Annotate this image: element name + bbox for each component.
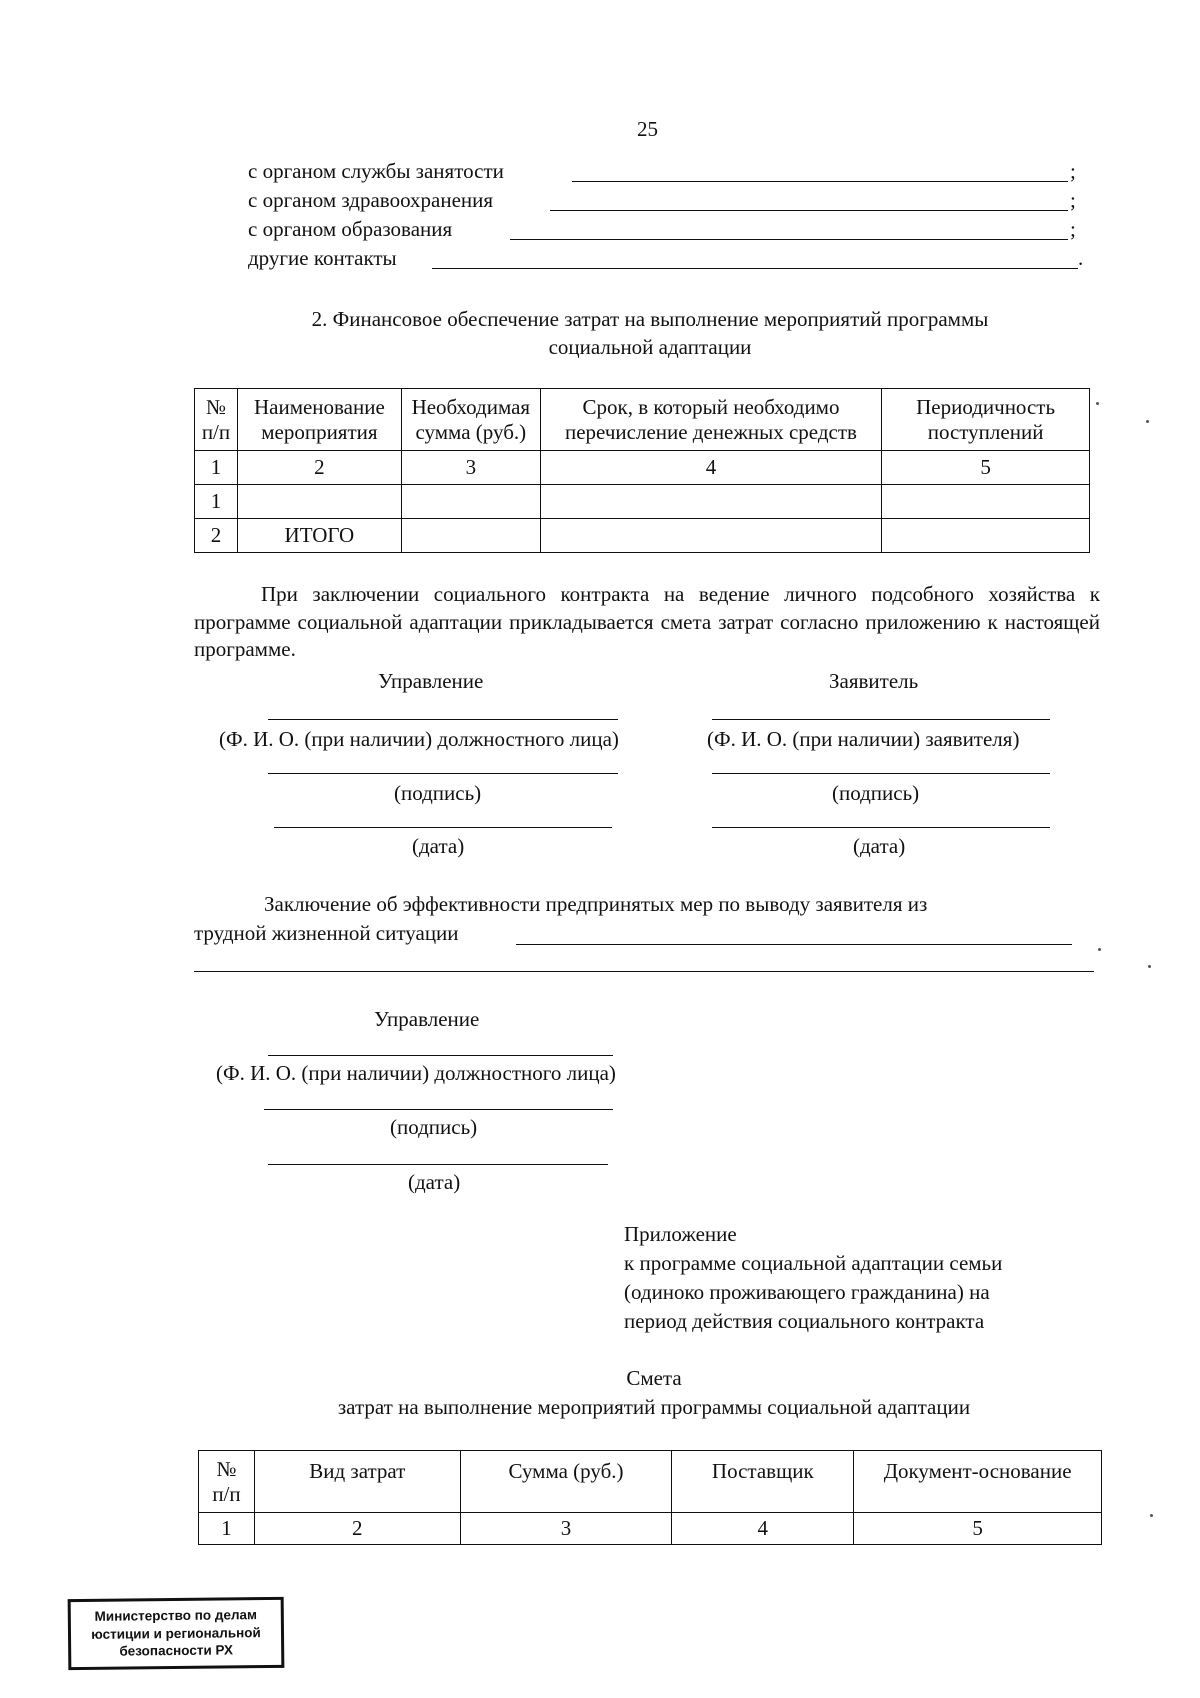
conclusion-line1: Заключение об эффективности предпринятых мер по выводу заявителя из bbox=[264, 892, 928, 916]
contact-line-other[interactable] bbox=[432, 268, 1078, 269]
appendix-line3: (одиноко проживающего гражданина) на bbox=[624, 1280, 990, 1304]
contact-end: ; bbox=[1070, 217, 1076, 241]
table-cell[interactable] bbox=[540, 485, 881, 519]
header-cell-name: Наименование мероприятия bbox=[237, 389, 401, 451]
contact-label-education: с органом образования bbox=[248, 217, 453, 241]
contact-line-education[interactable] bbox=[510, 239, 1068, 240]
appendix-line2: к программе социальной адаптации семьи bbox=[624, 1251, 1003, 1275]
table-cell: 3 bbox=[460, 1513, 672, 1545]
table-numbering-row bbox=[199, 1513, 1102, 1545]
contact-end: ; bbox=[1070, 188, 1076, 212]
header-cell-supplier: Поставщик bbox=[672, 1451, 854, 1513]
table-cell: 2 bbox=[237, 451, 401, 485]
table-cell[interactable] bbox=[401, 485, 540, 519]
signature-right-fio-caption: (Ф. И. О. (при наличии) заявителя) bbox=[707, 727, 1020, 751]
signature2-sign-caption: (подпись) bbox=[390, 1115, 478, 1139]
scan-speck bbox=[1146, 420, 1149, 423]
signature-left-fio-caption: (Ф. И. О. (при наличии) должностного лица) bbox=[219, 727, 619, 751]
header-cell-number: № п/п bbox=[195, 389, 238, 451]
signature-right-fio-line[interactable] bbox=[712, 719, 1050, 720]
header-cell-term: Срок, в который необходимо перечисление денежных средств bbox=[540, 389, 881, 451]
section2-title-line1: 2. Финансовое обеспечение затрат на выполнение мероприятий программы bbox=[311, 307, 989, 331]
signature-right-sign-line[interactable] bbox=[712, 773, 1050, 774]
scan-speck bbox=[1148, 965, 1151, 968]
table-cell[interactable] bbox=[401, 519, 540, 553]
table-header-row bbox=[195, 389, 1090, 451]
table-numbering-row bbox=[195, 451, 1090, 485]
signature-right-title: Заявитель bbox=[829, 669, 919, 693]
table-row-total bbox=[195, 519, 1090, 553]
appendix-line1: Приложение bbox=[624, 1222, 737, 1246]
signature2-fio-line[interactable] bbox=[268, 1055, 613, 1056]
table-cell[interactable] bbox=[237, 485, 401, 519]
signature-left-date-caption: (дата) bbox=[412, 834, 465, 858]
table-cell[interactable] bbox=[540, 519, 881, 553]
signature-right-sign-caption: (подпись) bbox=[832, 781, 920, 805]
header-cell-sum: Сумма (руб.) bbox=[460, 1451, 672, 1513]
smeta-subtitle: затрат на выполнение мероприятий программы социальной адаптации bbox=[337, 1395, 971, 1419]
signature-left-date-line[interactable] bbox=[274, 827, 612, 828]
ministry-stamp bbox=[68, 1597, 285, 1670]
table-cell: 1 bbox=[195, 485, 238, 519]
table-header-row bbox=[199, 1451, 1102, 1513]
header-cell-sum: Необходимая сумма (руб.) bbox=[401, 389, 540, 451]
signature2-fio-caption: (Ф. И. О. (при наличии) должностного лица) bbox=[216, 1061, 616, 1085]
cost-estimate-table bbox=[198, 1450, 1102, 1545]
contact-label-other: другие контакты bbox=[248, 246, 397, 270]
table-cell: 5 bbox=[882, 451, 1090, 485]
signature2-title: Управление bbox=[374, 1007, 480, 1031]
contact-label-employment: с органом службы занятости bbox=[248, 159, 504, 183]
signature2-date-caption: (дата) bbox=[408, 1170, 461, 1194]
contact-line-health[interactable] bbox=[550, 210, 1068, 211]
table-cell: 4 bbox=[540, 451, 881, 485]
signature2-date-line[interactable] bbox=[268, 1164, 608, 1165]
funding-table bbox=[194, 388, 1090, 553]
paragraph-smeta-note: При заключении социального контракта на ведение личного подсобного хозяйства к программе социальной адаптации прикладывается смета затрат согласно приложению к настоящей программе. bbox=[194, 582, 1100, 662]
signature2-sign-line[interactable] bbox=[264, 1109, 613, 1110]
table-cell: 1 bbox=[195, 451, 238, 485]
header-cell-cost-type: Вид затрат bbox=[254, 1451, 460, 1513]
table-cell: 3 bbox=[401, 451, 540, 485]
contact-end: . bbox=[1078, 246, 1084, 270]
scan-speck bbox=[1096, 402, 1099, 405]
header-cell-document: Документ-основание bbox=[854, 1451, 1102, 1513]
header-cell-number: № п/п bbox=[199, 1451, 255, 1513]
conclusion-fill-line1[interactable] bbox=[516, 944, 1072, 945]
signature-left-fio-line[interactable] bbox=[268, 719, 618, 720]
header-cell-periodicity: Периодичность поступлений bbox=[882, 389, 1090, 451]
scan-speck bbox=[1098, 948, 1101, 951]
table-cell: 1 bbox=[199, 1513, 255, 1545]
conclusion-fill-line2[interactable] bbox=[194, 971, 1094, 972]
contact-label-health: с органом здравоохранения bbox=[248, 188, 494, 212]
stamp-line3: безопасности РХ bbox=[119, 1642, 234, 1659]
table-cell[interactable] bbox=[882, 485, 1090, 519]
signature-left-sign-caption: (подпись) bbox=[394, 781, 482, 805]
stamp-line2: юстиции и региональной bbox=[91, 1624, 261, 1642]
scan-speck bbox=[1150, 1514, 1153, 1517]
conclusion-line2: трудной жизненной ситуации bbox=[194, 921, 459, 945]
appendix-line4: период действия социального контракта bbox=[624, 1309, 985, 1333]
section2-title-line2: социальной адаптации bbox=[548, 335, 752, 359]
table-row bbox=[195, 485, 1090, 519]
stamp-line1: Министерство по делам bbox=[94, 1607, 258, 1625]
signature-left-sign-line[interactable] bbox=[268, 773, 618, 774]
signature-left-title: Управление bbox=[378, 669, 484, 693]
table-cell[interactable] bbox=[882, 519, 1090, 553]
table-cell: 2 bbox=[254, 1513, 460, 1545]
signature-right-date-caption: (дата) bbox=[853, 834, 906, 858]
contact-end: ; bbox=[1070, 159, 1076, 183]
signature-right-date-line[interactable] bbox=[712, 827, 1050, 828]
table-cell: 5 bbox=[854, 1513, 1102, 1545]
contact-line-employment[interactable] bbox=[572, 181, 1068, 182]
table-cell: 4 bbox=[672, 1513, 854, 1545]
table-cell-total-label: ИТОГО bbox=[237, 519, 401, 553]
table-cell: 2 bbox=[195, 519, 238, 553]
page-number: 25 bbox=[637, 117, 658, 141]
smeta-title: Смета bbox=[626, 1366, 682, 1390]
